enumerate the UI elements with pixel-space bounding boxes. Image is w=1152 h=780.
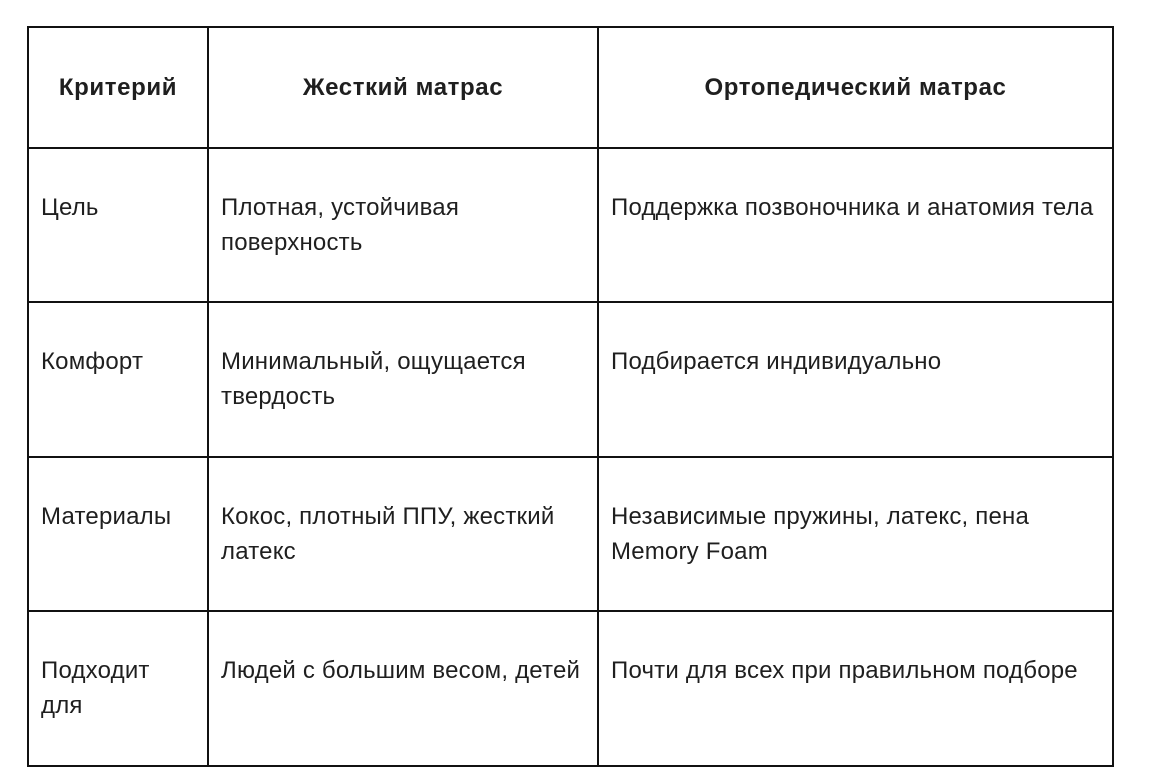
firm-cell: Людей с большим весом, детей	[208, 611, 598, 766]
table-row	[28, 302, 1113, 457]
criterion-cell: Материалы	[28, 457, 208, 611]
header-row	[28, 27, 1113, 148]
criterion-cell: Комфорт	[28, 302, 208, 457]
header-criterion: Критерий	[28, 27, 208, 148]
orthopedic-cell: Поддержка позвоночника и анатомия тела	[598, 148, 1113, 302]
table-row	[28, 457, 1113, 611]
table-row	[28, 611, 1113, 766]
orthopedic-cell: Почти для всех при правильном подборе	[598, 611, 1113, 766]
comparison-table-container	[27, 26, 1114, 767]
table-body	[28, 148, 1113, 766]
header-orthopedic-mattress: Ортопедический матрас	[598, 27, 1113, 148]
table-header	[28, 27, 1113, 148]
firm-cell: Минимальный, ощущается твердость	[208, 302, 598, 457]
header-firm-mattress: Жесткий матрас	[208, 27, 598, 148]
table-row	[28, 148, 1113, 302]
orthopedic-cell: Подбирается индивидуально	[598, 302, 1113, 457]
criterion-cell: Цель	[28, 148, 208, 302]
firm-cell: Кокос, плотный ППУ, жесткий латекс	[208, 457, 598, 611]
comparison-table	[27, 26, 1114, 767]
orthopedic-cell: Независимые пружины, латекс, пена Memory Foam	[598, 457, 1113, 611]
firm-cell: Плотная, устойчивая поверхность	[208, 148, 598, 302]
criterion-cell: Подходит для	[28, 611, 208, 766]
